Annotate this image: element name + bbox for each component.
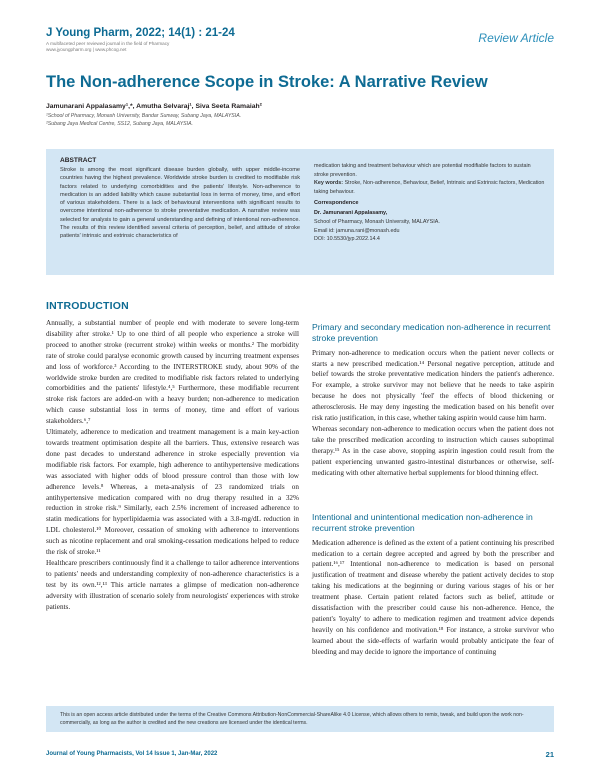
journal-tagline — [46, 41, 169, 53]
introduction-heading: INTRODUCTION — [46, 300, 129, 312]
abstract-box — [46, 149, 554, 275]
affiliation-2: ²Subang Jaya Medical Centre, SS12, Subang Jaya, MALAYSIA. — [46, 121, 193, 127]
intro-paragraph-3: Healthcare prescribers continuously find it a challenge to tailor adherence interventions to patients' needs and understanding complexity of non-adherence characteristics is a test by its own.¹²,¹³ This article narrates a glimpse of medication non-adherence adversity with illustration of scenario solely from neurologists' experiences with stroke patients. — [46, 558, 299, 611]
page-number: 21 — [545, 750, 554, 759]
doi[interactable]: DOI: 10.5530/jyp.2022.14.4 — [314, 236, 380, 243]
intro-paragraph-2: Ultimately, adherence to medication and treatment management is a main key-action towards treatment optimisation despite all the barriers. Thus, extensive research was done past decades to understand adherence in stroke especially prevention via modifiable risk factors. For example, high adherence to antihypertensive medications was associated with higher odds of blood pressure control than those with low adherence levels.⁸ Whereas, a meta-analysis of 23 randomized trials on antihypertensive medication compared with no drug therapy resulted in a 32% reduction in stroke risk.⁹ Similarly, each 2.5% increment of increased adherence to statin medications for hyperlipidaemia was associated with a 3.8-mg/dL reduction in LDL cholesterol.¹⁰ Moreover, cessation of smoking with adherence to interventions such as nicotine replacement and oral smoking-cessation medications helped to reduce the risk of stroke.¹¹ — [46, 428, 299, 557]
section-primary-secondary — [312, 322, 554, 478]
correspondence-heading: Correspondence — [314, 200, 359, 207]
section2-paragraph-1: Primary non-adherence to medication occurs when the patient never collects or starts a new prescribed medication.¹⁴ Personal negative perception, attitude and belief towards the stroke preventative medication hinders the patient's adherence. For example, a stroke survivor may not believe that he needs to take aspirin because he does not physically 'feel' the effects of blood thickening or atherosclerosis. He may deny ingesting the medication based on his benefit over risk ratio justification, in this case, whether taking aspirin would cause him harm. — [312, 348, 554, 423]
section3-heading: Intentional and unintentional medication non-adherence in recurrent stroke prevention — [312, 512, 533, 533]
paper-title: The Non-adherence Scope in Stroke: A Narrative Review — [46, 73, 488, 91]
journal-tagline-line1: A multifaceted peer reviewed journal in the field of Pharmacy — [46, 41, 170, 46]
journal-website-line: www.jyoungpharm.org | www.phcog.net — [46, 47, 127, 52]
correspondence-email[interactable]: Email id: jamuna.rani@monash.edu — [314, 227, 400, 234]
correspondence-name: Dr. Jamunarani Appalasamy, — [314, 210, 388, 217]
keywords — [314, 179, 546, 196]
section3-body — [312, 538, 554, 658]
article-type-label: Review Article — [478, 31, 554, 45]
section2-paragraph-2: Whereas secondary non-adherence to medication occurs when the patient does not take the prescribed medication according to instruction which causes suboptimal therapy.¹⁵ As in the case above, stopping aspirin ingestion could result from the patient experiencing unwanted gastro-intestinal disturbances or otherwise, self-medicating with other alternative herbal supplements for blood thinning effect. — [312, 424, 554, 477]
abstract-heading: ABSTRACT — [60, 157, 97, 164]
journal-citation: J Young Pharm, 2022; 14(1) : 21-24 — [46, 27, 235, 39]
section-intentional-unintentional — [312, 512, 554, 658]
license-box — [46, 706, 554, 732]
introduction-body — [46, 318, 299, 612]
abstract-column-right — [314, 162, 546, 244]
abstract-continued: medication taking and treatment behaviour which are potential modifiable factors to sustain stroke prevention. — [314, 163, 531, 178]
abstract-column-left — [60, 157, 300, 241]
section3-paragraph: Medication adherence is defined as the extent of a patient continuing his prescribed medication to a certain degree accepted and agreed by both the prescriber and patient.¹⁶,¹⁷ Intentional non-adherence to medication is based on personal justification of treatment and disease whereby the patient actively decides to stop taking his medications at the beginning or during various stages of his or her treatment phase. Certain patient related factors such as belief, attitude or dissatisfaction with the prescriber could cause his non-adherence. Hence, the patient's 'loyalty' to adhere to medication regimen and treatment advice depends heavily on his confidence and motivation.¹⁸ For instance, a stroke survivor who learned about the side-effects of warfarin would probably anticipate the fear of bleeding and may decide to ignore the importance of continuing — [312, 538, 554, 656]
author-list: Jamunarani Appalasamy¹,*, Amutha Selvaraj¹, Siva Seeta Ramaiah² — [46, 103, 262, 110]
page-footer-journal: Journal of Young Pharmacists, Vol 14 Issue 1, Jan-Mar, 2022 — [46, 751, 218, 757]
affiliation-1: ¹School of Pharmacy, Monash University, Bandar Sunway, Subang Jaya, MALAYSIA. — [46, 113, 242, 119]
correspondence-affiliation: School of Pharmacy, Monash University, MALAYSIA. — [314, 218, 440, 225]
keywords-list: Stroke, Non-adherence, Behaviour, Belief, Intrinsic and Extrinsic factors, Medication taking behaviour. — [314, 180, 545, 195]
intro-paragraph-1: Annually, a substantial number of people end with moderate to severe long-term disability after stroke.¹ Up to one third of all people who experience a stroke will proceed to another stroke (recurrent stroke) within weeks or months.² The morbidity rate of stroke could paralyse economic growth caused by incurring treatment expenses and loss of workforce.³ According to the INTERSTROKE study, about 90% of the worldwide stroke burden are credited to modifiable risk factors related to underlying comorbidities and the patients' lifestyle.⁴,⁵ Furthermore, these modifiable recurrent stroke risk factors are added-on with a heavy burden; non-adherence to medication which cause substantial loss in terms of money, time and effort of various stakeholders.⁶,⁷ — [46, 319, 299, 426]
section2-body — [312, 348, 554, 479]
abstract-text: Stroke is among the most significant disease burden globally, with upper middle-income countries having the highest prevalence. Worldwide stroke burden is credited to modifiable risk factors related to underlying comorbidities and the patients' lifestyle. Non-adherence to medication is an added liability which cause substantial loss in terms of money, time, and effort of various stakeholders. There is a lack of behavioural interventions with significant results to overcome intentional non-adherence to stroke preventative medication. A narrative review was selected for analysis to gain a general understanding and defining of intentional non-adherence. The results of this review identified several criteria of perception, belief, and attitude of stroke patients' intrinsic and extrinsic characteristics of — [60, 167, 300, 240]
keywords-label: Key words: — [314, 180, 344, 187]
section2-heading: Primary and secondary medication non-adherence in recurrent stroke prevention — [312, 322, 551, 343]
license-text: This is an open access article distributed under the terms of the Creative Commons Attribution-NonCommercial-ShareAlike 4.0 License, which allows others to remix, tweak, and build upon the work non-commercially, as long as the author is credited and the new creations are licensed under the identical terms. — [60, 712, 524, 726]
